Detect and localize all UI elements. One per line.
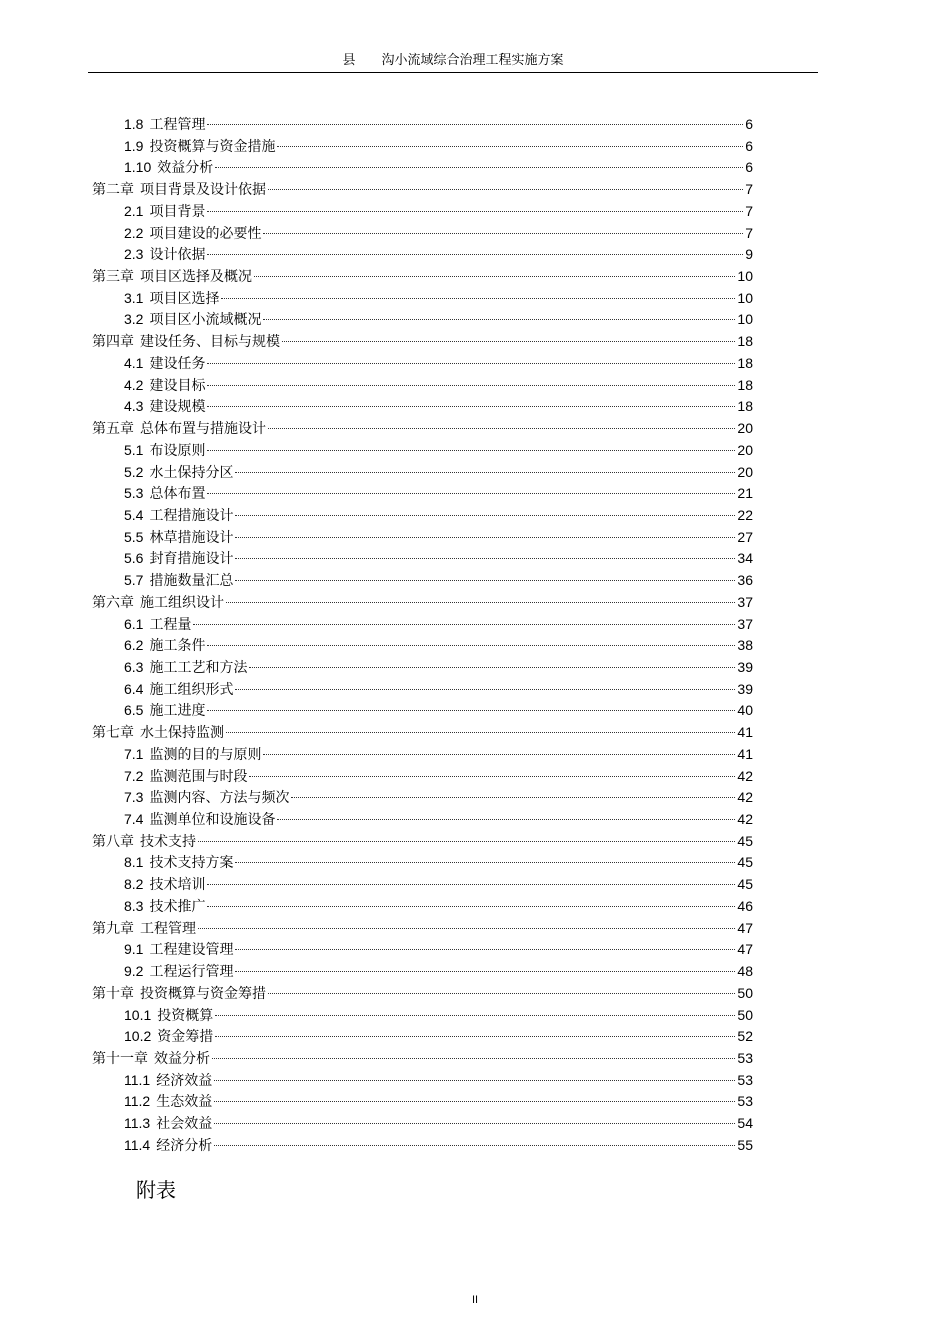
toc-entry-number: 8.2	[124, 876, 144, 893]
toc-dot-leader	[249, 666, 735, 668]
toc-entry-title: 施工进度	[149, 703, 206, 720]
toc-section-entry[interactable]	[124, 483, 753, 505]
toc-dot-leader	[215, 1014, 735, 1016]
toc-entry-title: 建设任务、目标与规模	[140, 334, 280, 351]
toc-entry-number: 7.3	[124, 789, 144, 806]
toc-section-entry[interactable]	[124, 744, 753, 766]
toc-entry-page: 39	[737, 680, 753, 697]
toc-entry-title: 生态效益	[156, 1094, 213, 1111]
toc-section-entry[interactable]	[124, 396, 753, 418]
toc-section-entry[interactable]	[124, 548, 753, 570]
toc-dot-leader	[207, 492, 735, 494]
toc-section-entry[interactable]	[124, 353, 753, 375]
toc-entry-number: 6.1	[124, 615, 144, 632]
toc-entry-page: 22	[737, 506, 753, 523]
toc-entry-page: 37	[737, 593, 753, 610]
toc-section-entry[interactable]	[124, 288, 753, 310]
toc-dot-leader	[268, 992, 735, 994]
toc-section-entry[interactable]	[124, 505, 753, 527]
toc-chapter-entry[interactable]	[92, 1048, 753, 1070]
toc-entry-page: 48	[737, 963, 753, 980]
toc-entry-number: 3.1	[124, 289, 144, 306]
toc-entry-page: 39	[737, 659, 753, 675]
toc-entry-title: 工程措施设计	[149, 507, 234, 524]
toc-dot-leader	[207, 362, 735, 364]
toc-entry-number: 2.1	[124, 202, 144, 219]
toc-dot-leader	[235, 514, 735, 516]
toc-section-entry[interactable]	[124, 809, 753, 831]
toc-entry-page: 37	[737, 615, 753, 632]
toc-entry-page: 46	[737, 897, 753, 914]
toc-section-entry[interactable]	[124, 136, 753, 158]
toc-chapter-entry[interactable]	[92, 331, 753, 353]
toc-entry-title: 项目区小流域概况	[149, 312, 262, 329]
toc-entry-page: 45	[737, 832, 753, 849]
toc-entry-page: 9	[745, 246, 753, 263]
toc-entry-title: 项目背景	[149, 203, 206, 220]
toc-dot-leader	[235, 948, 735, 950]
toc-dot-leader	[207, 449, 735, 451]
toc-dot-leader	[263, 318, 735, 320]
toc-entry-title: 工程运行管理	[149, 964, 234, 981]
toc-entry-page: 6	[745, 159, 753, 176]
toc-entry-page: 20	[737, 463, 753, 480]
toc-section-entry[interactable]	[124, 440, 753, 462]
toc-entry-number: 第九章	[92, 919, 134, 936]
toc-entry-number: 10.2	[124, 1028, 152, 1045]
toc-entry-title: 建设任务	[149, 355, 206, 372]
toc-entry-title: 工程量	[149, 616, 192, 633]
toc-dot-leader	[207, 905, 735, 907]
toc-entry-number: 6.4	[124, 680, 144, 697]
toc-section-entry[interactable]	[124, 375, 753, 397]
toc-dot-leader	[207, 883, 735, 885]
toc-entry-number: 2.2	[124, 224, 144, 241]
toc-entry-number: 7.4	[124, 811, 144, 828]
toc-entry-title: 技术支持	[140, 833, 196, 850]
toc-section-entry[interactable]	[124, 874, 753, 896]
toc-entry-page: 10	[737, 268, 753, 285]
toc-dot-leader	[277, 818, 735, 820]
toc-entry-page: 41	[737, 745, 753, 762]
toc-dot-leader	[207, 253, 743, 255]
toc-entry-title: 技术培训	[149, 877, 206, 894]
toc-entry-number: 11.2	[124, 1093, 151, 1110]
toc-entry-number: 4.2	[124, 376, 144, 393]
toc-entry-title: 监测的目的与原则	[149, 746, 262, 763]
toc-entry-number: 5.2	[124, 463, 144, 480]
toc-chapter-entry[interactable]	[92, 722, 753, 744]
toc-entry-number: 4.3	[124, 398, 144, 415]
toc-dot-leader	[207, 405, 735, 407]
toc-entry-page: 47	[737, 919, 753, 936]
toc-entry-number: 1.10	[124, 159, 152, 176]
toc-section-entry[interactable]	[124, 1005, 753, 1027]
toc-dot-leader	[221, 297, 735, 299]
toc-entry-page: 40	[737, 702, 753, 719]
toc-entry-title: 措施数量汇总	[149, 573, 234, 590]
toc-entry-number: 第十一章	[92, 1049, 148, 1066]
toc-entry-page: 38	[737, 637, 753, 654]
toc-dot-leader	[207, 384, 735, 386]
toc-dot-leader	[207, 123, 743, 125]
toc-dot-leader	[214, 1100, 735, 1102]
toc-section-entry[interactable]	[124, 939, 753, 961]
toc-entry-number: 7.1	[124, 745, 144, 762]
toc-entry-number: 6.5	[124, 702, 144, 719]
toc-entry-page: 42	[737, 767, 753, 784]
toc-dot-leader	[263, 753, 735, 755]
toc-entry-number: 7.2	[124, 767, 144, 784]
toc-entry-page: 6	[745, 116, 753, 132]
toc-entry-number: 第三章	[92, 268, 134, 285]
toc-entry-number: 第五章	[92, 420, 134, 437]
toc-section-entry[interactable]	[124, 896, 753, 918]
toc-dot-leader	[277, 145, 743, 147]
toc-entry-title: 林草措施设计	[149, 529, 234, 546]
toc-section-entry[interactable]	[124, 527, 753, 549]
toc-entry-page: 53	[737, 1093, 753, 1110]
toc-entry-title: 投资概算与资金措施	[149, 138, 276, 155]
toc-entry-number: 11.1	[124, 1071, 151, 1088]
toc-section-entry[interactable]	[124, 1070, 753, 1092]
toc-entry-page: 53	[737, 1071, 753, 1088]
toc-dot-leader	[198, 840, 735, 842]
toc-entry-page: 47	[737, 941, 753, 958]
toc-section-entry[interactable]	[124, 614, 753, 636]
toc-entry-number: 第四章	[92, 333, 134, 350]
toc-entry-title: 封育措施设计	[149, 551, 234, 568]
toc-entry-title: 投资概算与资金筹措	[140, 985, 266, 1002]
toc-entry-page: 18	[737, 398, 753, 415]
toc-dot-leader	[235, 557, 735, 559]
toc-entry-title: 建设目标	[149, 377, 206, 394]
toc-entry-page: 10	[737, 289, 753, 306]
toc-entry-title: 布设原则	[149, 442, 206, 459]
toc-section-entry[interactable]	[124, 787, 753, 809]
toc-entry-title: 经济分析	[156, 1137, 213, 1154]
toc-dot-leader	[268, 427, 735, 429]
toc-entry-number: 1.8	[124, 116, 144, 132]
toc-entry-page: 7	[745, 202, 753, 219]
toc-dot-leader	[268, 188, 743, 190]
toc-entry-title: 资金筹措	[157, 1029, 214, 1046]
toc-section-entry[interactable]	[124, 309, 753, 331]
toc-entry-number: 5.5	[124, 528, 144, 545]
toc-entry-title: 投资概算	[157, 1007, 214, 1024]
toc-entry-page: 42	[737, 789, 753, 806]
toc-entry-title: 技术推广	[149, 898, 206, 915]
toc-dot-leader	[215, 166, 743, 168]
toc-entry-number: 5.6	[124, 550, 144, 567]
toc-entry-title: 总体布置与措施设计	[140, 421, 266, 438]
toc-entry-page: 45	[737, 876, 753, 893]
toc-entry-number: 5.1	[124, 441, 144, 458]
toc-chapter-entry[interactable]	[92, 418, 753, 440]
toc-entry-number: 第八章	[92, 832, 134, 849]
toc-dot-leader	[254, 275, 735, 277]
toc-chapter-entry[interactable]	[92, 179, 753, 201]
toc-section-entry[interactable]	[124, 852, 753, 874]
appendix-heading: 附表	[136, 1178, 176, 1202]
toc-entry-page: 7	[745, 224, 753, 241]
toc-entry-page: 55	[737, 1136, 753, 1153]
header-title: 沟小流域综合治理工程实施方案	[381, 53, 564, 68]
toc-entry-page: 7	[745, 181, 753, 198]
toc-dot-leader	[207, 210, 743, 212]
toc-entry-number: 8.3	[124, 897, 144, 914]
toc-section-entry[interactable]	[124, 1091, 753, 1113]
toc-entry-page: 36	[737, 572, 753, 589]
toc-entry-title: 效益分析	[154, 1050, 210, 1067]
toc-entry-page: 20	[737, 420, 753, 437]
toc-section-entry[interactable]	[124, 1135, 753, 1157]
toc-chapter-entry[interactable]	[92, 983, 753, 1005]
toc-entry-number: 9.2	[124, 963, 144, 980]
toc-entry-title: 效益分析	[157, 160, 214, 177]
toc-entry-title: 建设规模	[149, 399, 206, 416]
toc-entry-page: 42	[737, 811, 753, 828]
toc-entry-title: 水土保持监测	[140, 725, 224, 742]
toc-dot-leader	[214, 1144, 735, 1146]
toc-entry-number: 3.2	[124, 311, 144, 328]
toc-entry-title: 施工工艺和方法	[149, 660, 248, 676]
toc-entry-page: 18	[737, 333, 753, 350]
toc-dot-leader	[235, 471, 735, 473]
toc-section-entry[interactable]	[124, 157, 753, 179]
toc-section-entry[interactable]	[124, 635, 753, 657]
toc-chapter-entry[interactable]	[92, 266, 753, 288]
toc-entry-page: 18	[737, 376, 753, 393]
toc-entry-page: 41	[737, 724, 753, 741]
toc-dot-leader	[214, 1122, 735, 1124]
toc-dot-leader	[235, 579, 735, 581]
toc-section-entry[interactable]	[124, 1113, 753, 1135]
toc-entry-title: 施工组织设计	[140, 594, 224, 611]
toc-section-entry[interactable]	[124, 223, 753, 245]
toc-entry-page: 34	[737, 550, 753, 567]
toc-section-entry[interactable]	[124, 657, 753, 679]
toc-entry-title: 项目区选择	[149, 290, 220, 307]
toc-entry-number: 4.1	[124, 354, 144, 371]
toc-entry-number: 第二章	[92, 181, 134, 198]
toc-entry-title: 水土保持分区	[149, 464, 234, 481]
toc-entry-page: 21	[737, 485, 753, 502]
toc-section-entry[interactable]	[124, 679, 753, 701]
toc-dot-leader	[249, 775, 735, 777]
toc-dot-leader	[226, 731, 735, 733]
toc-entry-page: 10	[737, 311, 753, 328]
toc-section-entry[interactable]	[124, 961, 753, 983]
toc-chapter-entry[interactable]	[92, 831, 753, 853]
toc-entry-page: 45	[737, 854, 753, 871]
toc-entry-page: 50	[737, 984, 753, 1001]
toc-entry-page: 54	[737, 1115, 753, 1132]
toc-entry-title: 设计依据	[149, 247, 206, 264]
toc-entry-title: 工程管理	[140, 920, 196, 937]
toc-dot-leader	[198, 927, 735, 929]
toc-entry-page: 20	[737, 441, 753, 458]
toc-entry-title: 施工条件	[149, 638, 206, 655]
toc-entry-title: 监测内容、方法与频次	[149, 790, 290, 807]
toc-dot-leader	[212, 1057, 735, 1059]
toc-dot-leader	[235, 970, 735, 972]
toc-entry-title: 总体布置	[149, 486, 206, 503]
toc-chapter-entry[interactable]	[92, 918, 753, 940]
toc-dot-leader	[235, 536, 735, 538]
toc-dot-leader	[215, 1035, 735, 1037]
toc-dot-leader	[214, 1079, 735, 1081]
toc-entry-title: 项目背景及设计依据	[140, 182, 266, 199]
toc-entry-title: 项目区选择及概况	[140, 269, 252, 286]
toc-entry-number: 11.4	[124, 1136, 151, 1153]
toc-chapter-entry[interactable]	[92, 592, 753, 614]
toc-section-entry[interactable]	[124, 766, 753, 788]
toc-entry-number: 11.3	[124, 1115, 151, 1132]
toc-entry-title: 技术支持方案	[149, 855, 234, 872]
toc-section-entry[interactable]	[124, 244, 753, 266]
toc-dot-leader	[193, 623, 735, 625]
toc-entry-page: 53	[737, 1049, 753, 1066]
toc-entry-number: 6.2	[124, 637, 144, 654]
page-header	[88, 52, 818, 73]
toc-dot-leader	[235, 688, 735, 690]
toc-entry-title: 施工组织形式	[149, 681, 234, 698]
toc-section-entry[interactable]	[124, 700, 753, 722]
header-county: 县	[342, 53, 356, 68]
toc-entry-page: 50	[737, 1006, 753, 1023]
toc-entry-page: 6	[745, 137, 753, 154]
toc-dot-leader	[282, 340, 735, 342]
toc-entry-title: 工程建设管理	[149, 942, 234, 959]
toc-entry-number: 5.7	[124, 572, 144, 589]
toc-entry-number: 第七章	[92, 724, 134, 741]
toc-dot-leader	[263, 232, 743, 234]
toc-section-entry[interactable]	[124, 114, 753, 136]
toc-section-entry[interactable]	[124, 570, 753, 592]
toc-entry-number: 8.1	[124, 854, 144, 871]
toc-entry-number: 第六章	[92, 593, 134, 610]
toc-dot-leader	[291, 796, 735, 798]
toc-entry-title: 工程管理	[149, 117, 206, 133]
toc-dot-leader	[207, 709, 735, 711]
toc-section-entry[interactable]	[124, 1026, 753, 1048]
toc-entry-number: 5.3	[124, 485, 144, 502]
toc-entry-number: 2.3	[124, 246, 144, 263]
toc-entry-title: 项目建设的必要性	[149, 225, 262, 242]
toc-entry-title: 经济效益	[156, 1072, 213, 1089]
toc-entry-page: 52	[737, 1028, 753, 1045]
toc-entry-page: 18	[737, 354, 753, 371]
toc-section-entry[interactable]	[124, 201, 753, 223]
toc-entry-title: 监测范围与时段	[149, 768, 248, 785]
toc-entry-number: 6.3	[124, 659, 144, 675]
page-number: II	[471, 1294, 479, 1306]
toc-entry-number: 10.1	[124, 1006, 152, 1023]
toc-dot-leader	[226, 601, 735, 603]
toc-dot-leader	[207, 644, 735, 646]
toc-entry-title: 监测单位和设施设备	[149, 812, 276, 829]
toc-dot-leader	[235, 861, 735, 863]
toc-entry-number: 第十章	[92, 984, 134, 1001]
toc-entry-number: 9.1	[124, 941, 144, 958]
toc-entry-number: 5.4	[124, 506, 144, 523]
toc-entry-title: 社会效益	[156, 1116, 213, 1133]
toc-entry-page: 27	[737, 528, 753, 545]
toc-section-entry[interactable]	[124, 462, 753, 484]
toc-entry-number: 1.9	[124, 137, 144, 154]
